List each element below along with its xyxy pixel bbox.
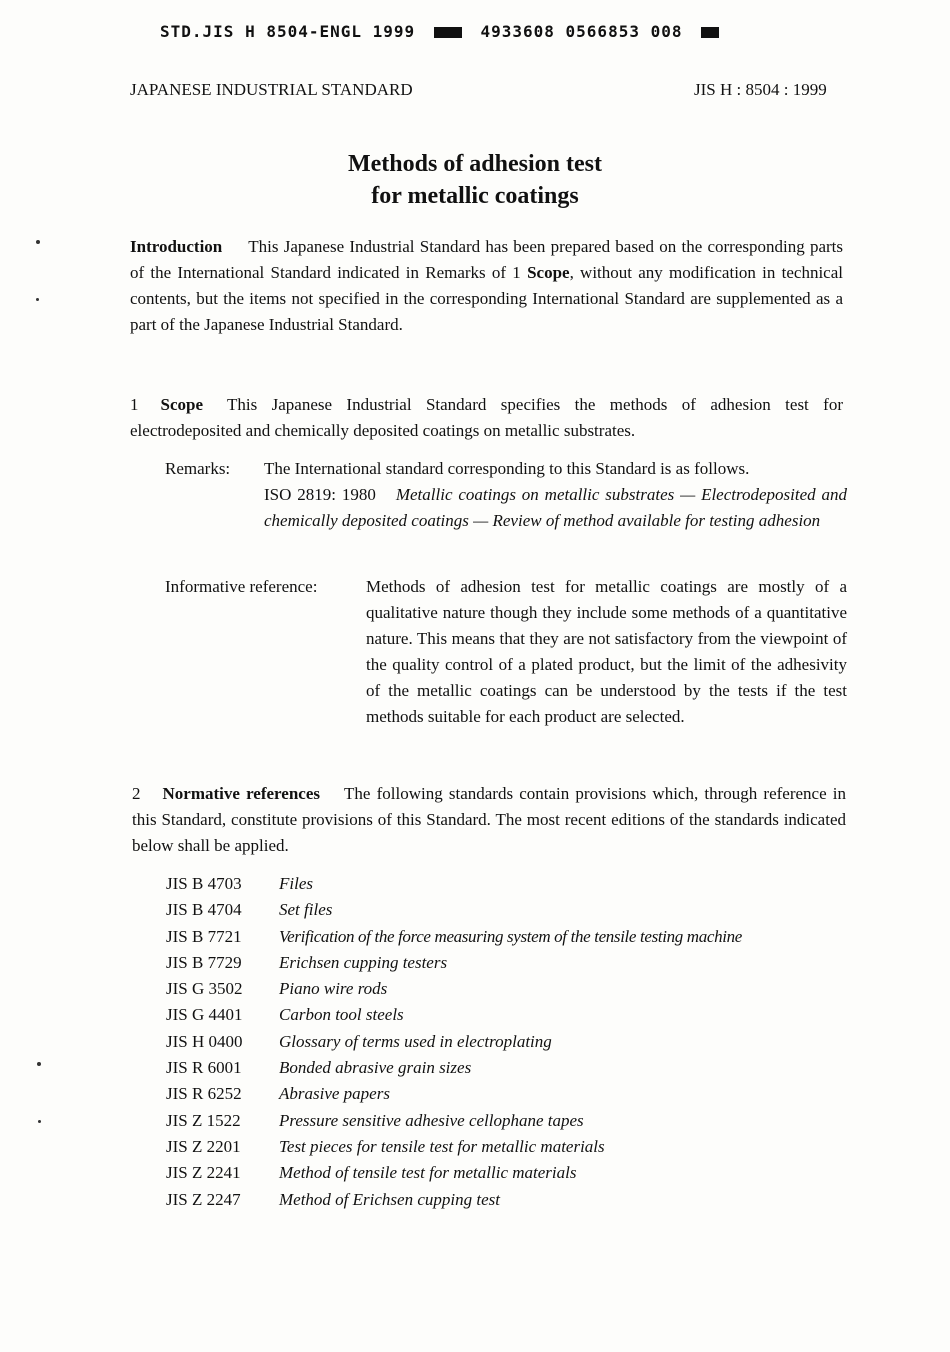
reference-title: Pressure sensitive adhesive cellophane tapes [279, 1110, 584, 1130]
normative-number: 2 [132, 784, 141, 803]
remarks-label: Remarks: [165, 459, 231, 478]
reference-code: JIS G 3502 [166, 979, 243, 999]
reference-code: JIS B 7721 [166, 926, 242, 946]
document-code: STD.JIS H 8504-ENGL 1999 [160, 22, 416, 41]
reference-code: JIS Z 1522 [166, 1110, 241, 1130]
normative-text: The following standards contain provisions which, through reference in this Standard, constitute provisions of this Standard. The most recent editions of the standards indicated below shall be applied. [132, 784, 846, 855]
iso-title: Metallic coatings on metallic substrates — Electrodeposited and chemically deposited coatings — Review of method available for testing adhesion [264, 485, 847, 530]
scan-speck-mark [37, 1062, 41, 1066]
reference-title: Piano wire rods [279, 979, 388, 999]
barcode-number: 4933608 0566853 008 [480, 22, 683, 41]
reference-title: Carbon tool steels [279, 1005, 404, 1025]
list-item [166, 950, 742, 976]
informative-reference-label: Informative reference: [165, 577, 318, 596]
document-title [0, 148, 950, 212]
reference-code: JIS G 4401 [166, 1005, 243, 1025]
header-standard-type: JAPANESE INDUSTRIAL STANDARD [130, 80, 413, 99]
normative-references-section [132, 781, 846, 859]
reference-code: JIS Z 2247 [166, 1189, 241, 1209]
list-item [166, 1002, 742, 1028]
reference-code: JIS B 7729 [166, 952, 242, 972]
reference-code: JIS R 6252 [166, 1084, 242, 1104]
introduction-section [130, 234, 843, 338]
scope-heading: Scope [160, 395, 203, 414]
informative-reference-block [165, 574, 847, 730]
document-identifier-strip [160, 22, 727, 41]
black-block-mark [701, 27, 719, 38]
list-item [166, 1187, 742, 1213]
reference-title: Method of tensile test for metallic materials [279, 1163, 577, 1183]
iso-number: ISO 2819: 1980 [264, 485, 376, 504]
reference-title: Set files [279, 900, 333, 920]
header-standard-number: JIS H : 8504 : 1999 [694, 80, 827, 99]
introduction-text: This Japanese Industrial Standard has been prepared based on the corresponding parts of the International Standard indicated in Remarks of 1 [130, 237, 843, 282]
list-item [166, 1081, 742, 1107]
reference-title: Bonded abrasive grain sizes [279, 1058, 472, 1078]
title-line-2: for metallic coatings [371, 183, 579, 209]
list-item [166, 871, 742, 897]
reference-code: JIS H 0400 [166, 1031, 243, 1051]
scan-speck-mark [36, 240, 40, 244]
introduction-heading: Introduction [130, 237, 223, 256]
remarks-line: The International standard corresponding to this Standard is as follows. [264, 459, 750, 478]
reference-title: Test pieces for tensile test for metallic materials [279, 1136, 605, 1156]
informative-reference-text: Methods of adhesion test for metallic coatings are mostly of a qualitative nature though they include some methods of a quantitative nature. This means that they are not satisfactory from the viewpoint of the quality control of a plated product, but the limit of the adhesivity of the metallic coatings can be understood by the tests if the test methods suitable for each product are selected. [366, 577, 847, 726]
reference-code: JIS B 4704 [166, 900, 242, 920]
list-item [166, 1029, 742, 1055]
normative-heading: Normative references [162, 784, 321, 803]
reference-title: Erichsen cupping testers [279, 952, 448, 972]
reference-code: JIS B 4703 [166, 874, 242, 893]
scope-number: 1 [130, 395, 139, 414]
scan-speck-mark [38, 1120, 41, 1123]
list-item [166, 976, 742, 1002]
reference-title: Method of Erichsen cupping test [279, 1189, 500, 1209]
list-item [166, 1160, 742, 1186]
list-item [166, 1134, 742, 1160]
scan-speck-mark [36, 298, 39, 301]
scope-text: This Japanese Industrial Standard specifies the methods of adhesion test for electrodeposited and chemically deposited coatings on metallic substrates. [130, 395, 843, 440]
reference-title: Glossary of terms used in electroplating [279, 1031, 552, 1051]
reference-title: Abrasive papers [279, 1084, 390, 1104]
list-item [166, 1055, 742, 1081]
reference-title: Verification of the force measuring system of the tensile testing machine [279, 926, 742, 946]
reference-code: JIS R 6001 [166, 1058, 242, 1078]
scope-section [130, 392, 843, 444]
introduction-text-cont: , without any modification in technical contents, but the items not specified in the corresponding International Standard are supplemented as a part of the Japanese Industrial Standard. [130, 263, 843, 334]
reference-list [166, 871, 742, 1213]
list-item [166, 1108, 742, 1134]
reference-code: JIS Z 2241 [166, 1163, 241, 1183]
remarks-block [165, 456, 847, 534]
list-item [166, 897, 742, 923]
reference-code: JIS Z 2201 [166, 1136, 241, 1156]
introduction-scope-ref: Scope [527, 263, 570, 282]
list-item [166, 924, 742, 950]
black-block-mark [434, 27, 462, 38]
title-line-1: Methods of adhesion test [347, 151, 602, 177]
reference-title: Files [279, 874, 313, 893]
